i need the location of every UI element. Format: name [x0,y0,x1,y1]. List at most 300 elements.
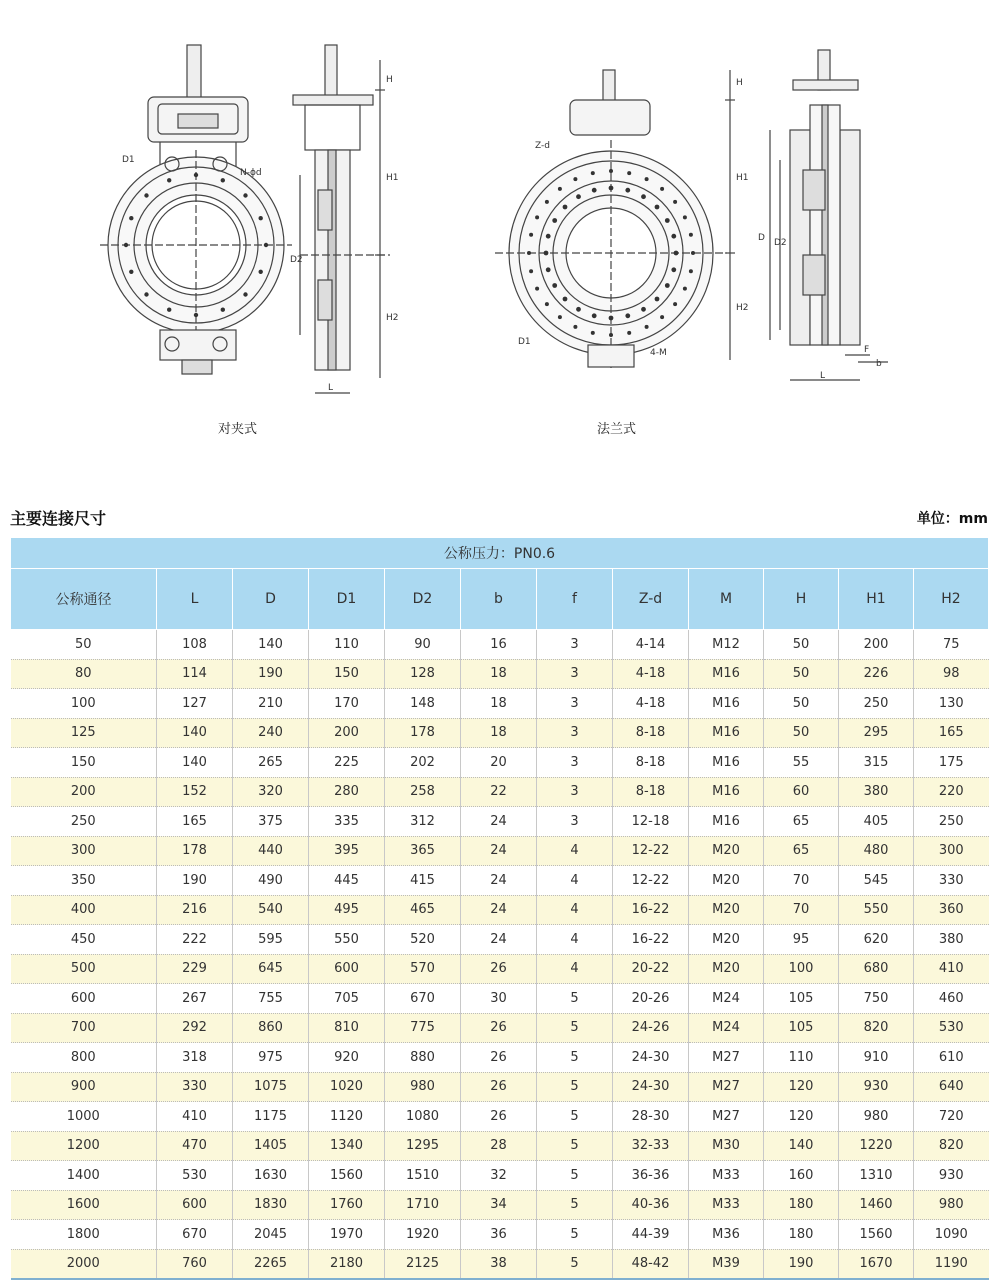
table-cell: M16 [689,659,764,689]
table-cell: 148 [385,689,461,719]
table-cell: 1000 [11,1102,157,1132]
table-cell: M20 [689,925,764,955]
table-cell: 48-42 [613,1249,689,1279]
bolt-hole [641,307,646,312]
table-cell: 1405 [233,1131,309,1161]
table-cell: 140 [157,718,233,748]
table-cell: 300 [914,836,989,866]
wafer-front-view [100,45,292,374]
label-h2-flange: H2 [736,303,749,313]
table-cell: 65 [764,836,839,866]
table-cell: 5 [537,1072,613,1102]
table-cell: 90 [385,630,461,660]
table-cell: 180 [764,1220,839,1250]
table-cell: 280 [309,777,385,807]
table-cell: 1120 [309,1102,385,1132]
bolt-hole [558,187,562,191]
label-l-flange: L [820,371,826,381]
table-cell: 250 [914,807,989,837]
table-cell: 3 [537,807,613,837]
table-cell: 312 [385,807,461,837]
bolt-hole [529,269,533,273]
table-row [11,1102,989,1132]
label-h1-flange: H1 [736,173,749,183]
table-cell: 50 [764,689,839,719]
bolt-hole [674,251,679,256]
table-cell: 910 [839,1043,914,1073]
table-cell: 440 [233,836,309,866]
label-d2: D2 [290,255,303,265]
bolt-hole [655,205,660,210]
table-cell: 1830 [233,1190,309,1220]
table-cell: M27 [689,1072,764,1102]
table-cell: 980 [839,1102,914,1132]
table-cell: 4 [537,866,613,896]
table-cell: 465 [385,895,461,925]
table-cell: 980 [914,1190,989,1220]
label-d: D [758,233,765,243]
table-cell: 150 [11,748,157,778]
table-cell: 140 [157,748,233,778]
table-cell: 24 [461,866,537,896]
unit-label: 单位：mm [916,511,988,527]
table-row [11,659,989,689]
table-cell: 2000 [11,1249,157,1279]
table-cell: 1560 [839,1220,914,1250]
table-cell: 810 [309,1013,385,1043]
table-cell: 5 [537,1220,613,1250]
table-cell: 65 [764,807,839,837]
table-cell: 180 [764,1190,839,1220]
table-cell: 226 [839,659,914,689]
table-cell: 1670 [839,1249,914,1279]
table-cell: 900 [11,1072,157,1102]
table-cell: 165 [914,718,989,748]
bolt-hole [167,178,171,182]
bolt-hole [552,283,557,288]
table-cell: 24 [461,925,537,955]
table-cell: 44-39 [613,1220,689,1250]
bolt-hole [655,297,660,302]
bolt-hole [673,200,677,204]
table-cell: 820 [839,1013,914,1043]
table-cell: 50 [764,718,839,748]
table-cell: 495 [309,895,385,925]
table-cell: 5 [537,984,613,1014]
table-row [11,1220,989,1250]
table-cell: M16 [689,807,764,837]
table-cell: M16 [689,718,764,748]
bolt-hole [591,171,595,175]
table-cell: 1630 [233,1161,309,1191]
table-cell: 530 [914,1013,989,1043]
table-row [11,925,989,955]
table-cell: 258 [385,777,461,807]
table-cell: 24-30 [613,1072,689,1102]
table-cell: 128 [385,659,461,689]
table-cell: 190 [233,659,309,689]
bolt-hole [627,171,631,175]
table-cell: 330 [914,866,989,896]
table-cell: 150 [309,659,385,689]
table-cell: 20-22 [613,954,689,984]
bolt-hole [194,173,198,177]
table-cell: 200 [839,630,914,660]
bolt-hole [673,302,677,306]
bolt-hole [609,186,614,191]
bolt-hole [221,308,225,312]
table-cell: M16 [689,777,764,807]
table-row [11,954,989,984]
table-cell: 22 [461,777,537,807]
table-cell: 8-18 [613,777,689,807]
bolt-hole [167,308,171,312]
bolt-hole [529,233,533,237]
table-cell: 3 [537,630,613,660]
table-cell: 755 [233,984,309,1014]
table-cell: 178 [385,718,461,748]
table-cell: 50 [764,630,839,660]
bolt-hole [259,216,263,220]
table-cell: 30 [461,984,537,1014]
table-row [11,1131,989,1161]
column-header: D [233,569,309,630]
table-cell: 930 [914,1161,989,1191]
table-cell: 24 [461,807,537,837]
table-cell: 222 [157,925,233,955]
table-cell: 330 [157,1072,233,1102]
table-cell: M33 [689,1190,764,1220]
bolt-hole [641,194,646,199]
table-cell: 1075 [233,1072,309,1102]
table-cell: 250 [839,689,914,719]
table-cell: M12 [689,630,764,660]
table-cell: 20-26 [613,984,689,1014]
bolt-hole [671,267,676,272]
table-cell: 315 [839,748,914,778]
column-header: Z-d [613,569,689,630]
table-cell: 229 [157,954,233,984]
table-cell: M39 [689,1249,764,1279]
table-cell: 110 [309,630,385,660]
table-cell: 800 [11,1043,157,1073]
label-h: H [386,75,393,85]
table-cell: 380 [839,777,914,807]
table-cell: 98 [914,659,989,689]
table-cell: 760 [157,1249,233,1279]
table-cell: M16 [689,748,764,778]
table-cell: 80 [11,659,157,689]
table-cell: 540 [233,895,309,925]
table-row [11,1249,989,1279]
table-cell: M27 [689,1043,764,1073]
wafer-side-view [293,45,390,393]
label-l: L [328,383,334,393]
bolt-hole [573,325,577,329]
label-z-d: Z-d [535,141,550,151]
table-cell: 178 [157,836,233,866]
table-cell: 12-18 [613,807,689,837]
bolt-hole [535,215,539,219]
table-cell: 365 [385,836,461,866]
table-cell: 380 [914,925,989,955]
table-cell: 570 [385,954,461,984]
table-cell: M20 [689,895,764,925]
column-header: D1 [309,569,385,630]
table-cell: 1760 [309,1190,385,1220]
table-cell: 175 [914,748,989,778]
table-cell: 400 [11,895,157,925]
flange-caption: 法兰式 [597,422,637,437]
table-cell: 1175 [233,1102,309,1132]
table-cell: 1920 [385,1220,461,1250]
bolt-hole [665,283,670,288]
table-row [11,807,989,837]
table-row [11,1190,989,1220]
table-cell: 75 [914,630,989,660]
table-cell: 3 [537,718,613,748]
table-cell: 70 [764,866,839,896]
table-cell: 24 [461,836,537,866]
column-header: H1 [839,569,914,630]
table-cell: 2265 [233,1249,309,1279]
bolt-hole [627,331,631,335]
table-cell: 530 [157,1161,233,1191]
table-cell: 595 [233,925,309,955]
table-cell: 860 [233,1013,309,1043]
table-cell: 600 [309,954,385,984]
bolt-hole [144,292,148,296]
table-cell: 36 [461,1220,537,1250]
bolt-hole [545,302,549,306]
bolt-hole [527,251,531,255]
table-cell: 1510 [385,1161,461,1191]
table-cell: 110 [764,1043,839,1073]
column-header: H2 [914,569,989,630]
table-cell: 3 [537,777,613,807]
table-cell: 60 [764,777,839,807]
bolt-hole [660,187,664,191]
table-row [11,630,989,660]
table-cell: 225 [309,748,385,778]
bolt-hole [243,193,247,197]
table-cell: 18 [461,718,537,748]
table-cell: 460 [914,984,989,1014]
table-cell: 5 [537,1102,613,1132]
table-cell: 20 [461,748,537,778]
bolt-hole [683,287,687,291]
table-cell: 320 [233,777,309,807]
table-cell: 160 [764,1161,839,1191]
table-cell: 600 [157,1190,233,1220]
table-cell: 4 [537,895,613,925]
table-cell: 318 [157,1043,233,1073]
wafer-caption: 对夹式 [218,422,258,437]
table-cell: 140 [764,1131,839,1161]
table-cell: 445 [309,866,385,896]
table-cell: 120 [764,1072,839,1102]
table-cell: 1400 [11,1161,157,1191]
table-cell: 127 [157,689,233,719]
table-cell: M16 [689,689,764,719]
table-cell: 24-26 [613,1013,689,1043]
table-cell: 820 [914,1131,989,1161]
table-cell: 600 [11,984,157,1014]
table-cell: 34 [461,1190,537,1220]
label-d1: D1 [122,155,135,165]
table-cell: 920 [309,1043,385,1073]
table-cell: 28 [461,1131,537,1161]
table-cell: 335 [309,807,385,837]
table-cell: 1090 [914,1220,989,1250]
table-cell: 26 [461,1102,537,1132]
table-cell: 12-22 [613,866,689,896]
table-cell: 200 [309,718,385,748]
table-cell: 16-22 [613,895,689,925]
bolt-hole [563,205,568,210]
table-cell: 4-18 [613,689,689,719]
table-cell: 240 [233,718,309,748]
bolt-hole [660,315,664,319]
table-cell: 295 [839,718,914,748]
table-cell: M20 [689,866,764,896]
table-cell: 26 [461,1043,537,1073]
table-cell: 3 [537,748,613,778]
table-cell: 360 [914,895,989,925]
bolt-hole [544,251,549,256]
table-cell: 267 [157,984,233,1014]
table-row [11,1072,989,1102]
table-cell: 975 [233,1043,309,1073]
table-cell: 4 [537,925,613,955]
table-cell: 930 [839,1072,914,1102]
table-cell: 470 [157,1131,233,1161]
table-cell: 1020 [309,1072,385,1102]
table-cell: 50 [11,630,157,660]
table-cell: 292 [157,1013,233,1043]
table-cell: 26 [461,1013,537,1043]
table-cell: 26 [461,954,537,984]
table-cell: 5 [537,1043,613,1073]
bolt-hole [573,177,577,181]
table-cell: 490 [233,866,309,896]
table-cell: 200 [11,777,157,807]
table-cell: M20 [689,954,764,984]
bolt-hole [259,270,263,274]
bolt-hole [129,270,133,274]
table-cell: 415 [385,866,461,896]
table-cell: 720 [914,1102,989,1132]
table-cell: M30 [689,1131,764,1161]
bolt-hole [689,233,693,237]
table-cell: 1295 [385,1131,461,1161]
bolt-hole [546,234,551,239]
table-cell: 2125 [385,1249,461,1279]
column-header: L [157,569,233,630]
flange-front-view [495,70,735,368]
table-cell: 36-36 [613,1161,689,1191]
table-cell: 114 [157,659,233,689]
bolt-hole [609,169,613,173]
bolt-hole [545,200,549,204]
table-cell: 2180 [309,1249,385,1279]
table-cell: 375 [233,807,309,837]
bolt-hole [129,216,133,220]
table-cell: M36 [689,1220,764,1250]
table-cell: 1080 [385,1102,461,1132]
section-title: 主要连接尺寸 [10,509,107,528]
table-cell: 216 [157,895,233,925]
bolt-hole [558,315,562,319]
table-cell: 2045 [233,1220,309,1250]
table-cell: 1310 [839,1161,914,1191]
table-cell: 480 [839,836,914,866]
table-cell: 12-22 [613,836,689,866]
table-cell: 980 [385,1072,461,1102]
bolt-hole [645,325,649,329]
table-cell: 8-18 [613,748,689,778]
table-row [11,718,989,748]
column-header: M [689,569,764,630]
table-cell: 545 [839,866,914,896]
table-cell: 170 [309,689,385,719]
table-cell: 100 [764,954,839,984]
table-cell: 70 [764,895,839,925]
table-cell: 50 [764,659,839,689]
table-cell: 140 [233,630,309,660]
table-row [11,984,989,1014]
table-cell: 350 [11,866,157,896]
dimension-table [10,537,989,1280]
table-cell: 1560 [309,1161,385,1191]
table-cell: 152 [157,777,233,807]
table-cell: 775 [385,1013,461,1043]
column-header: f [537,569,613,630]
table-row [11,895,989,925]
table-cell: 1340 [309,1131,385,1161]
bolt-hole [689,269,693,273]
table-row [11,777,989,807]
table-cell: 220 [914,777,989,807]
bolt-hole [243,292,247,296]
bolt-hole [645,177,649,181]
table-cell: 1220 [839,1131,914,1161]
label-d2-flange: D2 [774,238,787,248]
bolt-hole [592,188,597,193]
table-cell: M24 [689,984,764,1014]
table-cell: 4 [537,836,613,866]
table-cell: 28-30 [613,1102,689,1132]
table-cell: 32 [461,1161,537,1191]
bolt-hole [194,313,198,317]
table-cell: 1460 [839,1190,914,1220]
table-cell: 190 [764,1249,839,1279]
table-cell: 880 [385,1043,461,1073]
table-cell: 105 [764,984,839,1014]
table-cell: 18 [461,689,537,719]
bolt-hole [625,188,630,193]
table-cell: 705 [309,984,385,1014]
table-cell: 1800 [11,1220,157,1250]
bolt-hole [563,297,568,302]
bolt-hole [535,287,539,291]
table-cell: 165 [157,807,233,837]
table-cell: 38 [461,1249,537,1279]
table-cell: 5 [537,1161,613,1191]
table-cell: 202 [385,748,461,778]
table-body [11,630,989,1280]
table-cell: 5 [537,1131,613,1161]
